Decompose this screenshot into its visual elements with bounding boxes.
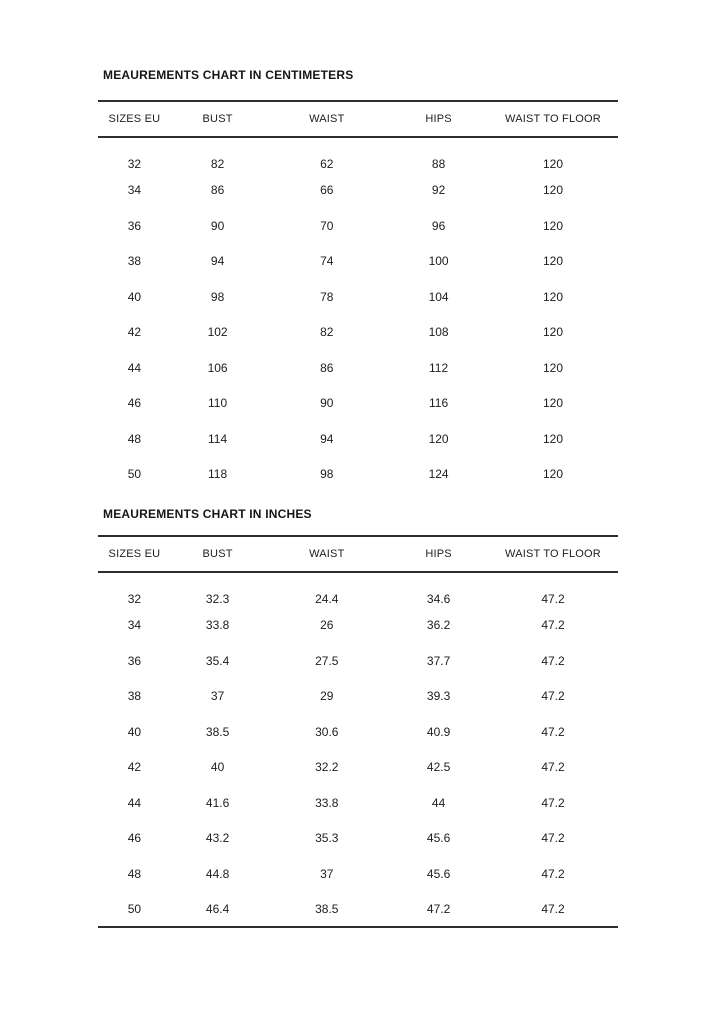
- table-cell: 90: [320, 396, 334, 411]
- table-cell: 82: [320, 325, 334, 340]
- table-cell: 42: [127, 325, 142, 340]
- table-row: [98, 279, 618, 315]
- table-cell: 102: [207, 325, 228, 340]
- table-row: [98, 679, 618, 715]
- table-cell: 44: [127, 360, 142, 375]
- table-cell: 90: [210, 218, 225, 233]
- table-cell: 32: [127, 591, 142, 606]
- table-cell: 47.2: [541, 591, 565, 606]
- table-cell: 24.4: [315, 591, 339, 606]
- table-cell: 43.2: [205, 831, 230, 846]
- table-cell: 34: [127, 618, 142, 633]
- table-cell: 32.3: [205, 591, 230, 606]
- column-header: WAIST: [309, 548, 345, 560]
- table-cell: 40.9: [426, 724, 451, 739]
- table-cell: 41.6: [205, 795, 230, 810]
- table-row: [98, 457, 618, 493]
- table-cell: 120: [542, 254, 563, 269]
- table-cell: 37.7: [426, 653, 451, 668]
- table-cell: 120: [542, 467, 563, 482]
- table-cell: 100: [428, 254, 449, 269]
- table-cell: 33.8: [315, 795, 339, 810]
- table-cell: 70: [320, 218, 334, 233]
- table-cell: 78: [320, 289, 334, 304]
- table-cell: 104: [428, 289, 449, 304]
- column-header: WAIST TO FLOOR: [505, 548, 601, 560]
- table-cell: 50: [127, 901, 142, 916]
- column-header: BUST: [202, 113, 233, 125]
- table-cell: 86: [320, 360, 334, 375]
- table-row: [98, 643, 618, 679]
- column-header: HIPS: [425, 113, 452, 125]
- centimeters-table-header: [98, 101, 618, 137]
- table-cell: 36: [127, 218, 142, 233]
- table-cell: 120: [542, 396, 563, 411]
- column-header: SIZES EU: [108, 113, 161, 125]
- table-cell: 26: [320, 618, 334, 633]
- table-cell: 48: [127, 866, 142, 881]
- column-header: BUST: [202, 548, 233, 560]
- measurements-table-inches: [98, 535, 618, 928]
- table-cell: 66: [320, 183, 334, 198]
- column-header: WAIST: [309, 113, 345, 125]
- table-cell: 34.6: [426, 591, 451, 606]
- table-cell: 42: [127, 760, 142, 775]
- table-cell: 47.2: [426, 901, 451, 916]
- table-row: [98, 137, 618, 173]
- table-row: [98, 208, 618, 244]
- table-cell: 74: [320, 254, 334, 269]
- table-row: [98, 714, 618, 750]
- table-cell: 46: [127, 396, 142, 411]
- table-cell: 48: [127, 431, 142, 446]
- table-cell: 112: [429, 360, 449, 375]
- table-row: [98, 421, 618, 457]
- table-cell: 47.2: [541, 724, 565, 739]
- table-cell: 34: [127, 183, 142, 198]
- table-cell: 88: [431, 156, 446, 171]
- table-row: [98, 572, 618, 608]
- table-cell: 47.2: [541, 618, 565, 633]
- table-cell: 40: [127, 289, 142, 304]
- table-row: [98, 608, 618, 644]
- table-cell: 32: [127, 156, 142, 171]
- table-cell: 44: [431, 795, 446, 810]
- table-cell: 35.3: [315, 831, 339, 846]
- table-cell: 47.2: [541, 901, 565, 916]
- table-cell: 94: [320, 431, 334, 446]
- table-cell: 44: [127, 795, 142, 810]
- table-cell: 96: [431, 218, 446, 233]
- table-cell: 118: [208, 467, 228, 482]
- centimeters-table-body: [98, 137, 618, 492]
- table-cell: 40: [127, 724, 142, 739]
- table-cell: 47.2: [541, 831, 565, 846]
- measurements-table-centimeters: [98, 100, 618, 492]
- table-cell: 47.2: [541, 760, 565, 775]
- table-row: [98, 892, 618, 928]
- table-row: [98, 821, 618, 857]
- table-cell: 120: [542, 183, 563, 198]
- table-cell: 36.2: [426, 618, 451, 633]
- table-cell: 106: [207, 360, 228, 375]
- table-cell: 94: [210, 254, 225, 269]
- table-cell: 35.4: [205, 653, 230, 668]
- table-cell: 47.2: [541, 689, 565, 704]
- table-cell: 44.8: [205, 866, 230, 881]
- header-row: [98, 101, 618, 137]
- table-cell: 39.3: [426, 689, 451, 704]
- table-cell: 30.6: [315, 724, 339, 739]
- table-cell: 36: [127, 653, 142, 668]
- table-cell: 116: [429, 396, 449, 411]
- size-chart-content: [98, 0, 618, 928]
- table-row: [98, 244, 618, 280]
- header-row: [98, 536, 618, 572]
- table-cell: 37: [210, 689, 225, 704]
- column-header: WAIST TO FLOOR: [505, 113, 601, 125]
- table-cell: 46: [127, 831, 142, 846]
- table-cell: 98: [320, 467, 334, 482]
- table-cell: 37: [320, 866, 334, 881]
- table-cell: 45.6: [426, 831, 451, 846]
- inches-table-body: [98, 572, 618, 927]
- table-row: [98, 856, 618, 892]
- table-cell: 33.8: [205, 618, 230, 633]
- table-cell: 108: [428, 325, 449, 340]
- column-header: SIZES EU: [108, 548, 161, 560]
- inches-chart-title: MEAUREMENTS CHART IN INCHES: [103, 507, 312, 521]
- table-cell: 120: [542, 325, 563, 340]
- table-cell: 29: [320, 689, 334, 704]
- table-cell: 50: [127, 467, 142, 482]
- table-cell: 86: [210, 183, 225, 198]
- table-cell: 46.4: [205, 901, 230, 916]
- table-cell: 120: [542, 289, 563, 304]
- table-cell: 45.6: [426, 866, 451, 881]
- table-cell: 92: [431, 183, 446, 198]
- centimeters-chart-title: MEAUREMENTS CHART IN CENTIMETERS: [103, 68, 354, 82]
- table-cell: 110: [208, 396, 228, 411]
- table-row: [98, 173, 618, 209]
- table-cell: 98: [210, 289, 225, 304]
- table-cell: 82: [210, 156, 225, 171]
- table-cell: 47.2: [541, 795, 565, 810]
- table-cell: 32.2: [315, 760, 339, 775]
- table-cell: 38: [127, 689, 142, 704]
- table-cell: 120: [542, 218, 563, 233]
- inches-table-header: [98, 536, 618, 572]
- table-cell: 47.2: [541, 866, 565, 881]
- table-cell: 124: [428, 467, 449, 482]
- table-cell: 120: [542, 156, 563, 171]
- table-cell: 42.5: [426, 760, 451, 775]
- table-cell: 120: [542, 431, 563, 446]
- table-cell: 120: [428, 431, 449, 446]
- column-header: HIPS: [425, 548, 452, 560]
- table-cell: 38: [127, 254, 142, 269]
- table-cell: 62: [320, 156, 334, 171]
- table-cell: 38.5: [205, 724, 230, 739]
- table-cell: 40: [210, 760, 225, 775]
- table-cell: 120: [542, 360, 563, 375]
- table-row: [98, 750, 618, 786]
- table-cell: 27.5: [315, 653, 339, 668]
- table-cell: 38.5: [315, 901, 339, 916]
- table-cell: 114: [208, 431, 228, 446]
- table-row: [98, 386, 618, 422]
- table-row: [98, 785, 618, 821]
- table-row: [98, 350, 618, 386]
- table-cell: 47.2: [541, 653, 565, 668]
- table-row: [98, 315, 618, 351]
